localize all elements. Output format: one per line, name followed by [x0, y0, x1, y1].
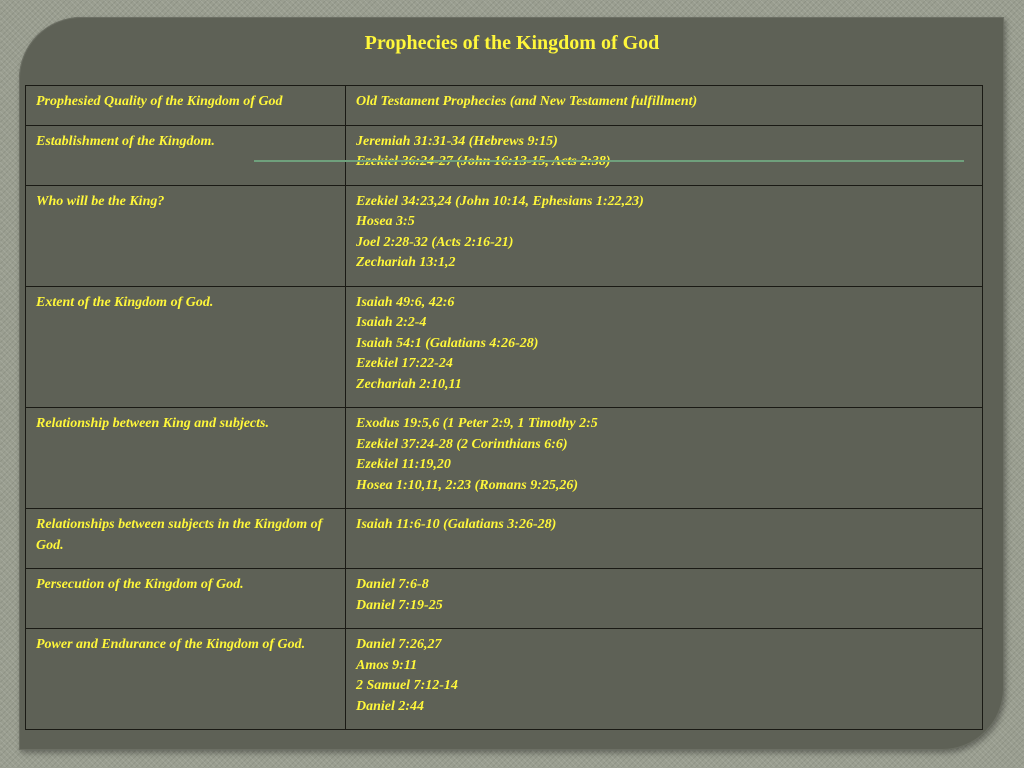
quality-cell: Relationships between subjects in the Kingdom of God. [26, 509, 346, 569]
prophecies-cell [346, 125, 983, 185]
reference-line: Ezekiel 11:19,20 [356, 457, 451, 472]
prophecy-table [25, 85, 983, 730]
prophecies-cell [346, 509, 983, 569]
table-row [26, 629, 983, 730]
reference-line: Zechariah 13:1,2 [356, 255, 456, 270]
reference-line: Isaiah 2:2-4 [356, 315, 427, 330]
table-row [26, 286, 983, 408]
reference-line: Isaiah 11:6-10 (Galatians 3:26-28) [356, 517, 557, 532]
reference-line: Hosea 1:10,11, 2:23 (Romans 9:25,26) [356, 477, 579, 493]
reference-line: Isaiah 49:6, 42:6 [356, 294, 455, 310]
decorative-rule [254, 160, 964, 162]
quality-cell: Relationship between King and subjects. [26, 408, 346, 509]
reference-line: Zechariah 2:10,11 [356, 376, 462, 392]
reference-line: Daniel 7:6-8 [356, 577, 429, 592]
table-row [26, 185, 983, 286]
quality-cell: Extent of the Kingdom of God. [26, 286, 346, 408]
table-row [26, 125, 983, 185]
reference-line: Ezekiel 34:23,24 (John 10:14, Ephesians 1:22,23) [356, 193, 644, 209]
header-prophecies-cell: Old Testament Prophecies (and New Testament fulfillment) [346, 86, 983, 126]
reference-line: Daniel 7:19-25 [356, 597, 443, 613]
reference-line: Amos 9:11 [356, 657, 418, 673]
table-row [26, 408, 983, 509]
reference-line: Ezekiel 17:22-24 [356, 356, 453, 371]
reference-line: Ezekiel 37:24-28 (2 Corinthians 6:6) [356, 436, 568, 452]
reference-line: Joel 2:28-32 (Acts 2:16-21) [356, 234, 514, 250]
table-row [26, 569, 983, 629]
prophecies-cell [346, 185, 983, 286]
reference-line: Exodus 19:5,6 (1 Peter 2:9, 1 Timothy 2:5 [356, 416, 598, 431]
quality-cell: Persecution of the Kingdom of God. [26, 569, 346, 629]
quality-cell: Who will be the King? [26, 185, 346, 286]
prophecies-cell [346, 408, 983, 509]
reference-line: Hosea 3:5 [356, 214, 415, 229]
reference-line: Daniel 7:26,27 [356, 637, 442, 652]
reference-line: 2 Samuel 7:12-14 [356, 678, 458, 693]
table-header-row [26, 86, 983, 126]
reference-line: Daniel 2:44 [356, 698, 425, 714]
table-row [26, 509, 983, 569]
reference-line [356, 152, 972, 173]
prophecies-cell [346, 286, 983, 408]
header-quality-cell: Prophesied Quality of the Kingdom of God [26, 86, 346, 126]
reference-line: Jeremiah 31:31-34 (Hebrews 9:15) [356, 133, 558, 149]
reference-line: Isaiah 54:1 (Galatians 4:26-28) [356, 335, 539, 351]
quality-cell: Establishment of the Kingdom. [26, 125, 346, 185]
prophecies-cell [346, 569, 983, 629]
page-title: Prophecies of the Kingdom of God [364, 32, 660, 54]
prophecies-cell [346, 629, 983, 730]
quality-cell: Power and Endurance of the Kingdom of God. [26, 629, 346, 730]
